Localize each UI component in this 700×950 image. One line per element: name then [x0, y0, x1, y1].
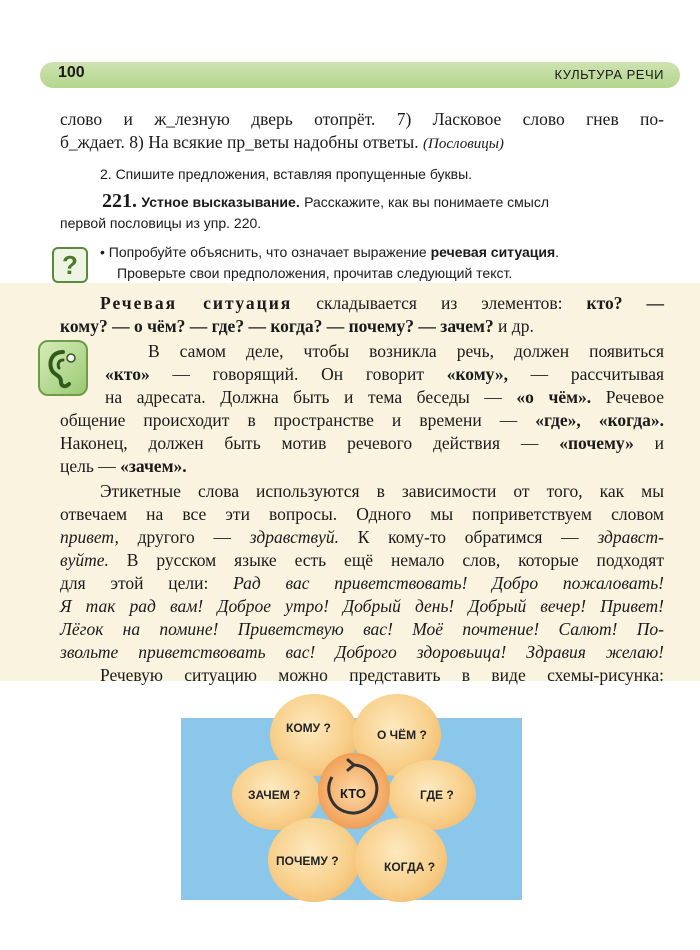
page-number: 100 [58, 64, 85, 81]
text-span: «почему» [559, 433, 634, 453]
petal-label: О ЧЁМ ? [377, 728, 427, 742]
text-span: общение происходит в пространстве и времени — [60, 410, 536, 430]
exercise-text: Расскажите, как вы понимаете смысл [304, 194, 550, 210]
text-span: В русском языке есть ещё немало слов, которые подходят [108, 550, 664, 570]
text-line: Речевую ситуацию можно представить в виде схемы-рисунка: [100, 665, 664, 685]
petal-label: ПОЧЕМУ ? [276, 854, 339, 868]
text-line: Я так рад вам! Доброе утро! Добрый день! Добрый вечер! Привет! [60, 596, 664, 616]
text-span: складывается из элементов: [292, 293, 587, 313]
text-span: Попробуйте объяснить, что означает выражение [108, 244, 427, 260]
text-line [105, 363, 664, 386]
text-span: «кто» [105, 364, 150, 384]
text-span: и [633, 433, 664, 453]
exercise-number: 221. [102, 190, 137, 212]
text-span: — говорящий. Он говорит [149, 364, 447, 384]
text-line [60, 572, 664, 595]
text-span: вуйте. [60, 550, 109, 570]
text-line: звольте приветствовать вас! Доброго здоровьица! Здравия желаю! [60, 642, 664, 662]
text-span: «зачем». [120, 456, 187, 476]
text-span: . [555, 244, 560, 260]
term: речевая ситуация [430, 244, 556, 260]
text-span: «о чём». [516, 387, 592, 407]
text-line [105, 386, 664, 409]
text-line: В самом деле, чтобы возникла речь, должен появиться [148, 341, 664, 361]
text-line: отвечаем на все эти вопросы. Одного мы поприветствуем словом [60, 504, 664, 524]
bullet: • [100, 244, 105, 260]
text-line: Этикетные слова используются в зависимости от того, как мы [100, 481, 664, 501]
text-line [60, 315, 664, 338]
source-label: (Пословицы) [423, 136, 504, 152]
text-line [60, 455, 664, 478]
text-line [60, 526, 664, 549]
text-line [60, 131, 664, 156]
text-line [60, 549, 664, 572]
ear-icon [38, 340, 88, 396]
text-span: для этой цели: [60, 573, 234, 593]
text-span: цель — [60, 456, 121, 476]
text-span: на адресата. Должна быть и тема беседы — [105, 387, 517, 407]
exercise-line: первой пословицы из упр. 220. [60, 215, 262, 231]
exercise-line [60, 190, 664, 214]
text-span: кому? — о чём? — где? — когда? — почему? — зачем? [60, 316, 494, 336]
text-line [100, 292, 664, 315]
text-line: Лёгок на помине! Приветствую вас! Моё почтение! Салют! По- [60, 619, 664, 639]
term: Речевая ситуация [100, 293, 293, 313]
text-span: и др. [493, 316, 534, 336]
question-line: Проверьте свои предположения, прочитав следующий текст. [117, 265, 513, 281]
text-line: слово и ж_лезную дверь отопрёт. 7) Ласковое слово гнев по- [60, 109, 664, 129]
text-span: Наконец, должен быть мотив речевого действия — [60, 433, 560, 453]
scheme-center-label: КТО [340, 786, 366, 801]
text-span: Речевое [591, 387, 665, 407]
petal-label: ЗАЧЕМ ? [248, 788, 301, 802]
question-mark-icon: ? [52, 247, 88, 283]
petal-label: КОМУ ? [286, 721, 331, 735]
text-span: «где», «когда». [535, 410, 664, 430]
text-line [60, 432, 664, 455]
text-span: кто? — [586, 293, 664, 313]
text-span: другого — [118, 527, 250, 547]
text-span: привет, [60, 527, 119, 547]
text-span: здравст- [597, 527, 664, 547]
text-span: К кому-то обратимся — [339, 527, 598, 547]
question-line [100, 241, 666, 264]
text-span: «кому», [446, 364, 508, 384]
petal-label: КОГДА ? [384, 860, 436, 874]
text-span: Рад вас приветствовать! Добро пожаловать! [233, 573, 664, 593]
text-span: — рассчитывая [507, 364, 665, 384]
text-span: б_ждает. 8) На всякие пр_веты надобны ответы. [60, 132, 419, 152]
task-line: 2. Спишите предложения, вставляя пропущенные буквы. [100, 166, 473, 182]
petal-label: ГДЕ ? [420, 788, 454, 802]
text-span: здравствуй. [249, 527, 339, 547]
section-title: КУЛЬТУРА РЕЧИ [554, 67, 664, 82]
exercise-type: Устное высказывание. [141, 194, 300, 210]
text-line [60, 409, 664, 432]
